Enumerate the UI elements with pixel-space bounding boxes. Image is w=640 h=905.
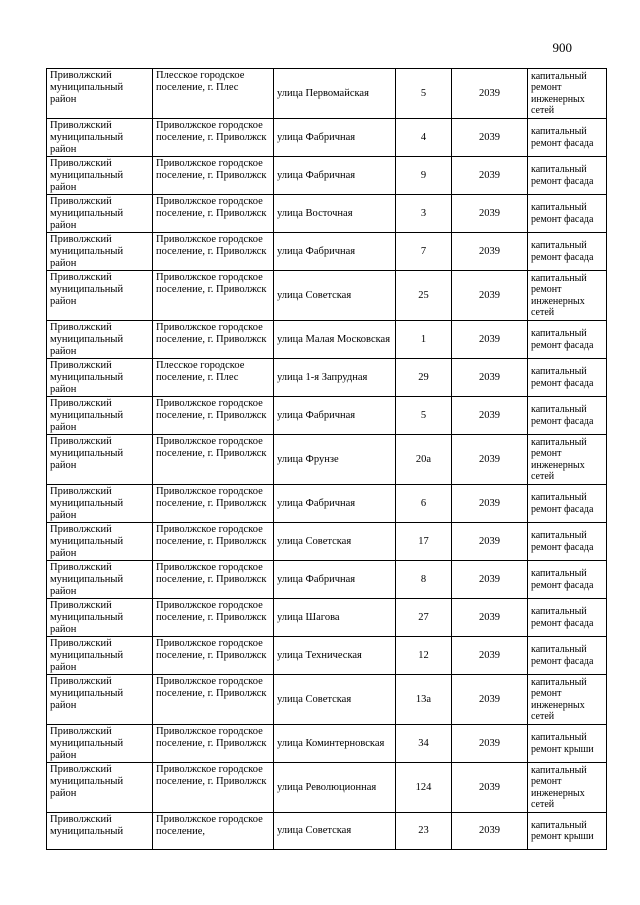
work-type-cell: капитальный ремонт фасада	[528, 119, 607, 157]
house-number-cell: 29	[396, 359, 452, 397]
work-type-cell: капитальный ремонт инженерных сетей	[528, 435, 607, 485]
district-cell: Приволжский муниципальный район	[47, 725, 153, 763]
district-cell: Приволжский муниципальный район	[47, 675, 153, 725]
settlement-cell: Приволжское городское поселение, г. Приволжск	[153, 637, 274, 675]
year-cell: 2039	[452, 119, 528, 157]
district-cell: Приволжский муниципальный район	[47, 321, 153, 359]
district-cell: Приволжский муниципальный район	[47, 523, 153, 561]
house-number-cell: 25	[396, 271, 452, 321]
work-type-cell: капитальный ремонт фасада	[528, 233, 607, 271]
settlement-cell: Приволжское городское поселение, г. Приволжск	[153, 435, 274, 485]
table-row	[47, 397, 607, 435]
settlement-cell: Приволжское городское поселение, г. Приволжск	[153, 725, 274, 763]
year-cell: 2039	[452, 195, 528, 233]
house-number-cell: 13а	[396, 675, 452, 725]
district-cell: Приволжский муниципальный район	[47, 271, 153, 321]
table-row	[47, 485, 607, 523]
street-cell: улица Первомайская	[274, 69, 396, 119]
street-cell: улица Фабричная	[274, 397, 396, 435]
house-number-cell: 27	[396, 599, 452, 637]
district-cell: Приволжский муниципальный район	[47, 119, 153, 157]
work-type-cell: капитальный ремонт инженерных сетей	[528, 675, 607, 725]
settlement-cell: Приволжское городское поселение, г. Приволжск	[153, 485, 274, 523]
settlement-cell: Приволжское городское поселение, г. Приволжск	[153, 561, 274, 599]
district-cell: Приволжский муниципальный район	[47, 435, 153, 485]
settlement-cell: Плесское городское поселение, г. Плес	[153, 359, 274, 397]
street-cell: улица Фабричная	[274, 119, 396, 157]
street-cell: улица Советская	[274, 813, 396, 850]
street-cell: улица Фабричная	[274, 561, 396, 599]
district-cell: Приволжский муниципальный район	[47, 485, 153, 523]
street-cell: улица Фабричная	[274, 233, 396, 271]
table-row	[47, 157, 607, 195]
work-type-cell: капитальный ремонт фасада	[528, 397, 607, 435]
district-cell: Приволжский муниципальный район	[47, 599, 153, 637]
district-cell: Приволжский муниципальный район	[47, 195, 153, 233]
house-number-cell: 3	[396, 195, 452, 233]
settlement-cell: Приволжское городское поселение, г. Приволжск	[153, 271, 274, 321]
district-cell: Приволжский муниципальный район	[47, 233, 153, 271]
settlement-cell: Приволжское городское поселение, г. Приволжск	[153, 763, 274, 813]
table-row	[47, 359, 607, 397]
street-cell: улица Советская	[274, 675, 396, 725]
table-row	[47, 637, 607, 675]
year-cell: 2039	[452, 813, 528, 850]
year-cell: 2039	[452, 523, 528, 561]
street-cell: улица Техническая	[274, 637, 396, 675]
year-cell: 2039	[452, 69, 528, 119]
house-number-cell: 9	[396, 157, 452, 195]
settlement-cell: Приволжское городское поселение, г. Приволжск	[153, 675, 274, 725]
settlement-cell: Приволжское городское поселение, г. Приволжск	[153, 119, 274, 157]
table-row	[47, 271, 607, 321]
year-cell: 2039	[452, 637, 528, 675]
street-cell: улица Восточная	[274, 195, 396, 233]
year-cell: 2039	[452, 763, 528, 813]
year-cell: 2039	[452, 359, 528, 397]
settlement-cell: Приволжское городское поселение, г. Приволжск	[153, 523, 274, 561]
table-row	[47, 599, 607, 637]
district-cell: Приволжский муниципальный район	[47, 397, 153, 435]
house-number-cell: 17	[396, 523, 452, 561]
page-number: 900	[552, 40, 572, 55]
table-row	[47, 675, 607, 725]
table-row	[47, 561, 607, 599]
street-cell: улица Советская	[274, 523, 396, 561]
street-cell: улица Коминтерновская	[274, 725, 396, 763]
table-row	[47, 69, 607, 119]
work-type-cell: капитальный ремонт фасада	[528, 485, 607, 523]
work-type-cell: капитальный ремонт инженерных сетей	[528, 271, 607, 321]
work-type-cell: капитальный ремонт инженерных сетей	[528, 69, 607, 119]
district-cell: Приволжский муниципальный район	[47, 637, 153, 675]
house-number-cell: 34	[396, 725, 452, 763]
year-cell: 2039	[452, 435, 528, 485]
work-type-cell: капитальный ремонт инженерных сетей	[528, 763, 607, 813]
year-cell: 2039	[452, 599, 528, 637]
housing-repair-table	[46, 68, 607, 850]
district-cell: Приволжский муниципальный	[47, 813, 153, 850]
table-body	[47, 69, 607, 850]
table-row	[47, 725, 607, 763]
table-row	[47, 435, 607, 485]
work-type-cell: капитальный ремонт фасада	[528, 561, 607, 599]
work-type-cell: капитальный ремонт фасада	[528, 637, 607, 675]
table-row	[47, 763, 607, 813]
work-type-cell: капитальный ремонт фасада	[528, 195, 607, 233]
year-cell: 2039	[452, 485, 528, 523]
table-row	[47, 523, 607, 561]
work-type-cell: капитальный ремонт крыши	[528, 813, 607, 850]
year-cell: 2039	[452, 321, 528, 359]
settlement-cell: Приволжское городское поселение, г. Приволжск	[153, 397, 274, 435]
house-number-cell: 5	[396, 69, 452, 119]
table-row	[47, 195, 607, 233]
year-cell: 2039	[452, 561, 528, 599]
table-row	[47, 233, 607, 271]
street-cell: улица 1-я Запрудная	[274, 359, 396, 397]
table-row	[47, 813, 607, 850]
district-cell: Приволжский муниципальный район	[47, 157, 153, 195]
street-cell: улица Советская	[274, 271, 396, 321]
house-number-cell: 8	[396, 561, 452, 599]
district-cell: Приволжский муниципальный район	[47, 561, 153, 599]
year-cell: 2039	[452, 397, 528, 435]
district-cell: Приволжский муниципальный район	[47, 69, 153, 119]
work-type-cell: капитальный ремонт крыши	[528, 725, 607, 763]
settlement-cell: Приволжское городское поселение, г. Приволжск	[153, 321, 274, 359]
year-cell: 2039	[452, 271, 528, 321]
house-number-cell: 7	[396, 233, 452, 271]
work-type-cell: капитальный ремонт фасада	[528, 157, 607, 195]
house-number-cell: 12	[396, 637, 452, 675]
house-number-cell: 1	[396, 321, 452, 359]
settlement-cell: Приволжское городское поселение, г. Приволжск	[153, 195, 274, 233]
year-cell: 2039	[452, 157, 528, 195]
house-number-cell: 5	[396, 397, 452, 435]
year-cell: 2039	[452, 725, 528, 763]
work-type-cell: капитальный ремонт фасада	[528, 523, 607, 561]
settlement-cell: Приволжское городское поселение,	[153, 813, 274, 850]
year-cell: 2039	[452, 675, 528, 725]
house-number-cell: 4	[396, 119, 452, 157]
settlement-cell: Приволжское городское поселение, г. Приволжск	[153, 233, 274, 271]
work-type-cell: капитальный ремонт фасада	[528, 359, 607, 397]
house-number-cell: 23	[396, 813, 452, 850]
settlement-cell: Приволжское городское поселение, г. Приволжск	[153, 599, 274, 637]
work-type-cell: капитальный ремонт фасада	[528, 321, 607, 359]
house-number-cell: 6	[396, 485, 452, 523]
street-cell: улица Шагова	[274, 599, 396, 637]
district-cell: Приволжский муниципальный район	[47, 359, 153, 397]
street-cell: улица Фрунзе	[274, 435, 396, 485]
street-cell: улица Фабричная	[274, 485, 396, 523]
settlement-cell: Плесское городское поселение, г. Плес	[153, 69, 274, 119]
table-row	[47, 119, 607, 157]
house-number-cell: 20а	[396, 435, 452, 485]
work-type-cell: капитальный ремонт фасада	[528, 599, 607, 637]
year-cell: 2039	[452, 233, 528, 271]
house-number-cell: 124	[396, 763, 452, 813]
district-cell: Приволжский муниципальный район	[47, 763, 153, 813]
settlement-cell: Приволжское городское поселение, г. Приволжск	[153, 157, 274, 195]
street-cell: улица Малая Московская	[274, 321, 396, 359]
table-row	[47, 321, 607, 359]
street-cell: улица Фабричная	[274, 157, 396, 195]
street-cell: улица Революционная	[274, 763, 396, 813]
